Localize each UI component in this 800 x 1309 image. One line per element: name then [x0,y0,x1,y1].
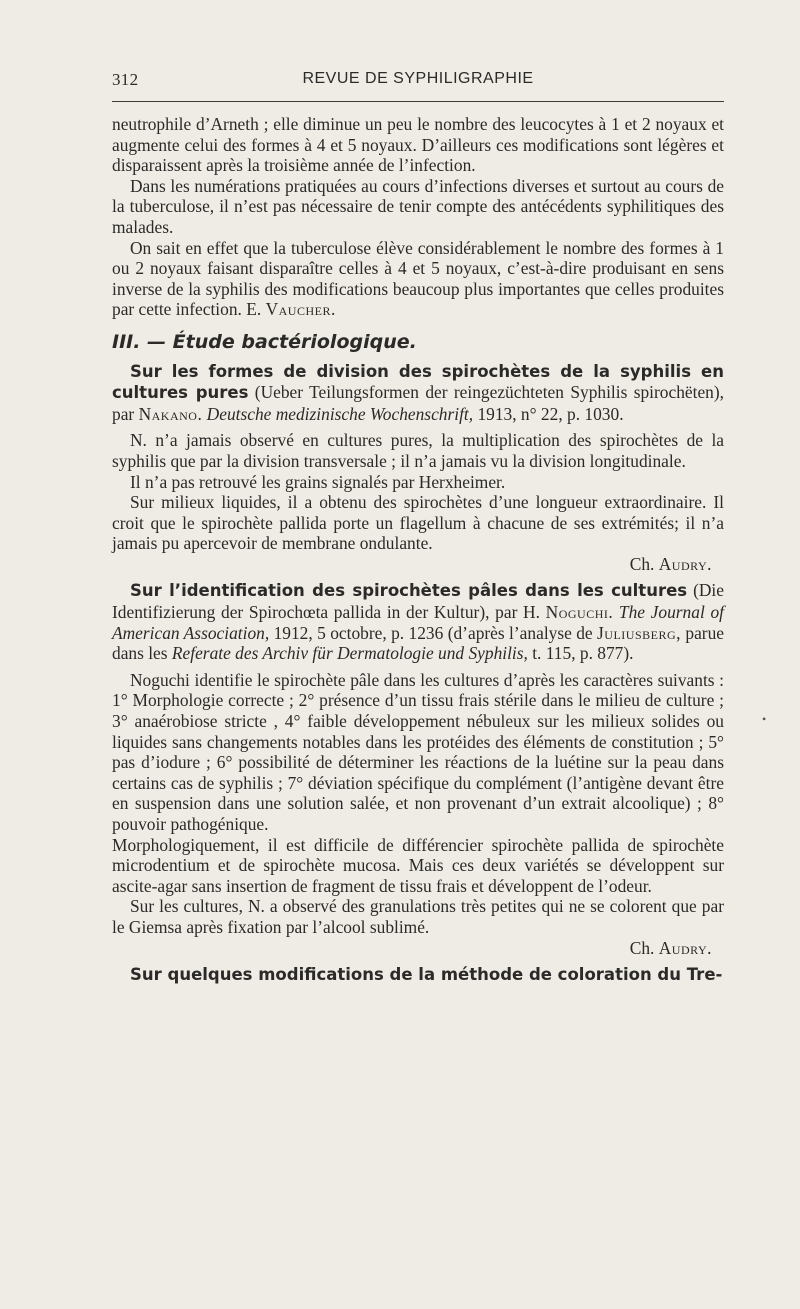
running-title: REVUE DE SYPHILIGRAPHIE [302,70,534,87]
header-rule [112,101,724,102]
author-signature: Ch. Audry. [629,937,712,958]
article-heading: Sur les formes de division des spirochètes de la syphilis en cultures pures (Ueber Teilungsformen der reingezüchteten Syphilis spirochëten), par Nakano. Deutsche medizinische Wochenschrift, 1913, n° 22, p. 1030. [112,361,724,424]
author-signature: Ch. Audry. [629,553,712,574]
margin-mark: • [762,712,767,726]
paragraph: Il n’a pas retrouvé les grains signalés par Herxheimer. [130,471,506,492]
article-heading: Sur quelques modifications de la méthode de coloration du Tre- [130,965,723,985]
author-signature: Vaucher. [265,299,336,320]
paragraph: neutrophile d’Arneth ; elle diminue un peu le nombre des leucocytes à 1 et 2 noyaux et augmente celui des formes à 4 et 5 noyaux. D’ailleurs ces modifications sont légères et disparaissent après la troisième année de l’infection. [112,114,724,176]
section-title: III. — Étude bactériologique. [112,330,417,353]
paragraph: Sur les cultures, N. a observé des granulations très petites qui ne se colorent que par le Giemsa après fixation par l’alcool sublimé. [112,896,724,937]
paragraph: N. n’a jamais observé en cultures pures, la multiplication des spirochètes de la syphilis que par la division transversale ; il n’a jamais vu la division longitudinale. [112,430,724,471]
paragraph: Morphologiquement, il est difficile de différencier spirochète pallida de spirochète microdentium et de spirochète mucosa. Mais ces deux variétés se développent sur ascite-agar sans insertion de fragment de tissu frais et développent de l’odeur. [112,834,724,896]
paragraph: Noguchi identifie le spirochète pâle dans les cultures d’après les caractères suivants : 1° Morphologie correcte ; 2° présence d’un tissu frais stérile dans le milieu de culture ; 3° anaérobiose stricte , 4° faible développement nébuleux sur les milieux solides ou liquides sans changements notables dans les protéides des éléments de constitution ; 5° pas d’iodure ; 6° possibilité de déterminer les réactions de la luétine sur la peau dans certains cas de syphilis ; 7° déviation spécifique du complément (l’antigène devant être en suspension dans une solution salée, et non provenant d’un extrait alcoolique) ; 8° pouvoir pathogénique. [112,669,724,834]
paragraph: Dans les numérations pratiquées au cours d’infections diverses et surtout au cours de la tuberculose, il n’est pas nécessaire de tenir compte des antécédents syphilitiques des malades. [112,175,724,237]
article-heading: Sur l’identification des spirochètes pâles dans les cultures (Die Identifizierung der Spirochœta pallida in der Kultur), par H. Noguchi. The Journal of American Association, 1912, 5 octobre, p. 1236 (d’après l’analyse de Juliusberg, parue dans les Referate des Archiv für Dermatologie und Syphilis, t. 115, p. 877). [112,580,724,664]
page-number: 312 [112,70,139,89]
page-body [112,114,724,986]
page-header [112,70,724,94]
paragraph: On sait en effet que la tuberculose élève considérablement le nombre des formes à 1 ou 2 noyaux faisant disparaître celles à 4 et 5 noyaux, c’est-à-dire produisant en sens inverse de la syphilis des modifications beaucoup plus importantes que celles produites par cette infection. E. Vaucher. [112,237,724,320]
paragraph: Sur milieux liquides, il a obtenu des spirochètes d’une longueur extraordinaire. Il croit que le spirochète pallida porte un flagellum à chacune de ses extrémités; il n’a jamais pu apercevoir de membrane ondulante. [112,492,724,554]
